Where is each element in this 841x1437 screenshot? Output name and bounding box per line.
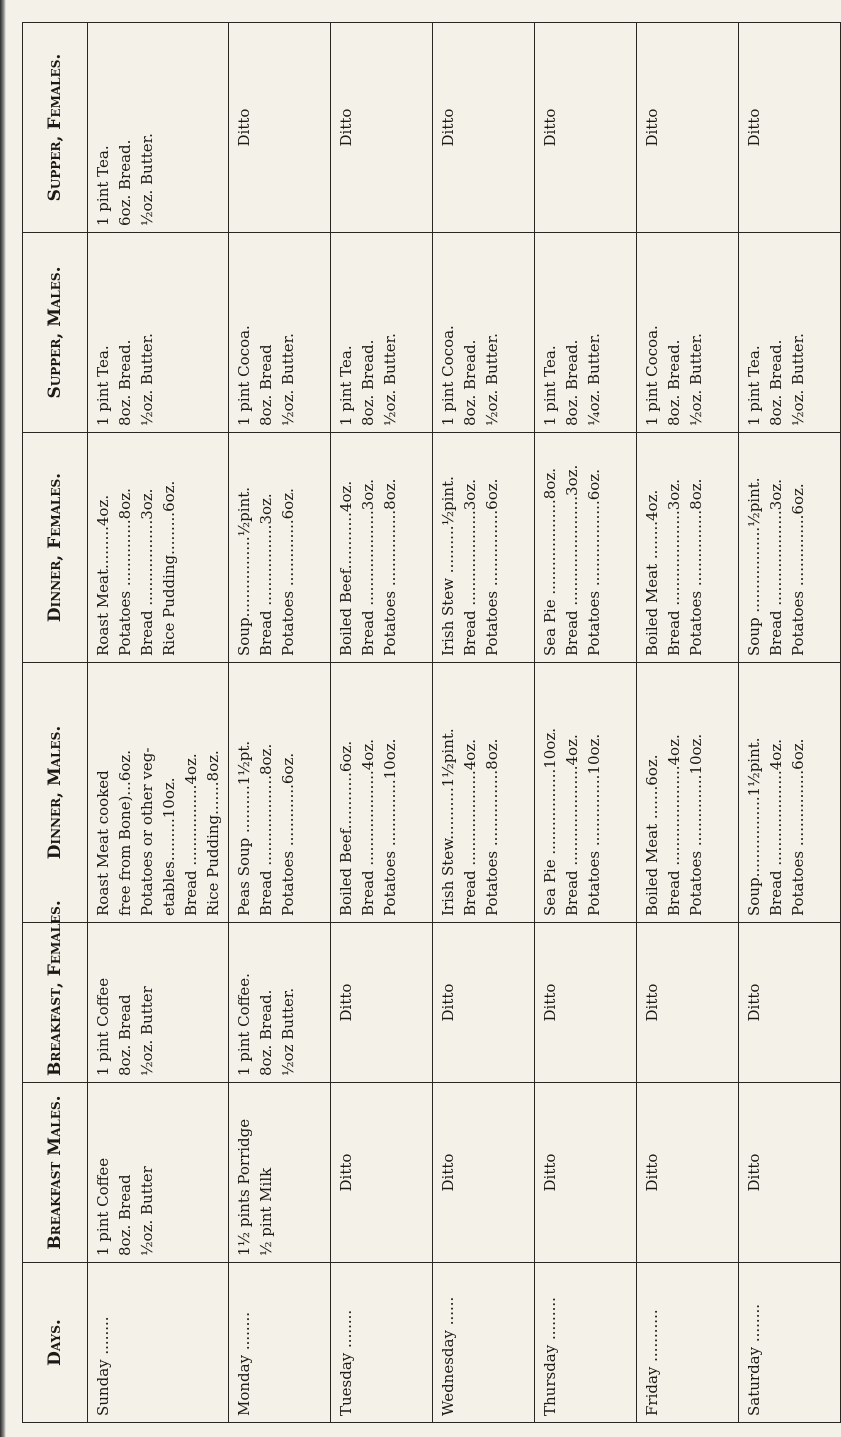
- dinner-females-line: Bread ....................3oz.: [767, 479, 785, 656]
- breakfast-males-cell: [433, 1083, 535, 1263]
- diet-table: [22, 22, 841, 1423]
- dinner-males-cell: [433, 663, 535, 923]
- day-cell: Tuesday ........: [331, 1263, 433, 1423]
- supper-males-line: 1 pint Cocoa.: [643, 325, 661, 426]
- dinner-males-line: Soup.................1½pint.: [745, 737, 763, 916]
- dinner-females-line: Bread ..................3oz.: [138, 488, 156, 656]
- breakfast-females-cell: [535, 923, 637, 1083]
- day-cell: Monday ........: [229, 1263, 331, 1423]
- dinner-females-line: Irish Stew ..........½pint.: [439, 476, 457, 656]
- supper-females-line: Ditto: [643, 108, 661, 147]
- day-cell: Friday ...........: [637, 1263, 739, 1423]
- dinner-males-line: Rice Pudding.......8oz.: [204, 750, 222, 916]
- header-breakfast-females: Breakfast, Females.: [23, 923, 88, 1083]
- supper-females-cell: [433, 23, 535, 233]
- supper-males-cell: [433, 233, 535, 433]
- breakfast-females-line: 8oz. Bread.: [257, 989, 275, 1076]
- breakfast-females-line: Ditto: [643, 983, 661, 1022]
- breakfast-females-cell: [88, 923, 229, 1083]
- dinner-females-line: Potatoes ................8oz.: [687, 478, 705, 656]
- table-row: [433, 23, 535, 1423]
- dinner-females-line: Boiled Meat ........4oz.: [643, 489, 661, 656]
- dinner-males-line: free from Bone)...6oz.: [116, 750, 134, 916]
- dinner-males-line: Potatoes ..............10oz.: [381, 738, 399, 916]
- table-row: [229, 23, 331, 1423]
- breakfast-females-line: Ditto: [541, 983, 559, 1022]
- dinner-males-line: Bread ....................4oz.: [767, 739, 785, 916]
- supper-males-line: 8oz. Bread.: [563, 339, 581, 426]
- breakfast-males-cell: [637, 1083, 739, 1263]
- breakfast-males-cell: [331, 1083, 433, 1263]
- dinner-males-line: Boiled Meat .......6oz.: [643, 754, 661, 916]
- dinner-females-line: Soup.................½pint.: [235, 486, 253, 656]
- breakfast-males-line: 1½ pints Porridge: [235, 1118, 253, 1256]
- dinner-males-line: Potatoes ................6oz.: [789, 738, 807, 916]
- dinner-males-line: Potatoes .............6oz.: [279, 752, 297, 916]
- header-dinner-females: Dinner, Females.: [23, 433, 88, 663]
- supper-males-line: ½oz. Butter.: [483, 333, 501, 426]
- dinner-females-cell: [88, 433, 229, 663]
- supper-males-cell: [88, 233, 229, 433]
- supper-males-line: 1 pint Cocoa.: [235, 325, 253, 426]
- breakfast-males-line: Ditto: [643, 1153, 661, 1192]
- supper-males-line: 1 pint Tea.: [337, 345, 355, 426]
- header-supper-males: Supper, Males.: [23, 233, 88, 433]
- supper-males-line: ½oz. Butter.: [138, 333, 156, 426]
- dinner-males-line: etables.........10oz.: [160, 777, 178, 916]
- breakfast-females-line: 8oz. Bread: [116, 994, 134, 1076]
- dinner-females-line: Rice Pudding.........6oz.: [160, 480, 178, 656]
- supper-males-line: 1 pint Tea.: [541, 345, 559, 426]
- dinner-females-line: Potatoes ...............6oz.: [789, 483, 807, 656]
- diet-table-body: [88, 23, 841, 1423]
- breakfast-males-line: Ditto: [337, 1153, 355, 1192]
- header-breakfast-males: Breakfast Males.: [23, 1083, 88, 1263]
- breakfast-females-line: 1 pint Coffee.: [235, 973, 253, 1076]
- dinner-males-cell: [229, 663, 331, 923]
- dinner-females-line: Bread .......................3oz.: [563, 464, 581, 656]
- supper-males-line: ¼oz. Butter.: [585, 333, 603, 426]
- dinner-females-line: Bread ....................3oz.: [461, 479, 479, 656]
- breakfast-females-line: Ditto: [439, 983, 457, 1022]
- supper-males-line: 8oz. Bread.: [359, 339, 377, 426]
- supper-females-cell: [535, 23, 637, 233]
- breakfast-males-line: ½oz. Butter: [138, 1166, 156, 1256]
- dinner-females-line: Potatoes ..................6oz.: [585, 469, 603, 656]
- supper-males-cell: [739, 233, 841, 433]
- dinner-females-line: Potatoes ..............8oz.: [116, 488, 134, 656]
- breakfast-females-cell: [433, 923, 535, 1083]
- supper-males-line: 1 pint Cocoa.: [439, 325, 457, 426]
- table-row: [637, 23, 739, 1423]
- dinner-females-line: Sea Pie ....................8oz.: [541, 467, 559, 656]
- dinner-males-line: Bread ...................8oz.: [257, 743, 275, 916]
- supper-females-line: Ditto: [337, 108, 355, 147]
- supper-males-line: 1 pint Tea.: [745, 345, 763, 426]
- supper-males-line: ½oz. Butter.: [789, 333, 807, 426]
- dinner-males-line: Sea Pie ..................10oz.: [541, 727, 559, 916]
- supper-males-line: ½oz. Butter.: [381, 333, 399, 426]
- supper-males-line: 8oz. Bread.: [116, 339, 134, 426]
- supper-females-cell: [739, 23, 841, 233]
- dinner-females-line: Potatoes ................6oz.: [483, 478, 501, 656]
- breakfast-males-line: 1 pint Coffee: [94, 1157, 112, 1256]
- dinner-females-line: Potatoes ................8oz.: [381, 478, 399, 656]
- dinner-males-line: Boiled Beef............6oz.: [337, 740, 355, 916]
- dinner-males-cell: [739, 663, 841, 923]
- dinner-males-cell: [331, 663, 433, 923]
- supper-females-line: Ditto: [235, 108, 253, 147]
- dinner-males-line: Bread .....................4oz.: [563, 734, 581, 916]
- supper-females-line: Ditto: [745, 108, 763, 147]
- supper-females-cell: [229, 23, 331, 233]
- dinner-females-cell: [535, 433, 637, 663]
- dinner-males-line: Potatoes ...............10oz.: [687, 733, 705, 916]
- breakfast-males-cell: [229, 1083, 331, 1263]
- dinner-males-line: Irish Stew...........1½pint.: [439, 728, 457, 916]
- header-row: [23, 23, 88, 1423]
- dinner-males-cell: [88, 663, 229, 923]
- breakfast-males-cell: [88, 1083, 229, 1263]
- dinner-males-line: Potatoes ...............10oz.: [585, 733, 603, 916]
- breakfast-males-line: Ditto: [745, 1153, 763, 1192]
- table-row: [331, 23, 433, 1423]
- breakfast-males-cell: [535, 1083, 637, 1263]
- supper-females-line: Ditto: [439, 108, 457, 147]
- dinner-females-line: Boiled Beef............4oz.: [337, 480, 355, 656]
- breakfast-females-line: ½oz. Butter: [138, 986, 156, 1076]
- breakfast-males-cell: [739, 1083, 841, 1263]
- breakfast-females-line: ½oz Butter.: [279, 987, 297, 1076]
- dinner-females-cell: [229, 433, 331, 663]
- header-dinner-males: Dinner, Males.: [23, 663, 88, 923]
- dinner-females-cell: [739, 433, 841, 663]
- dinner-males-line: Bread .................4oz.: [182, 753, 200, 916]
- dinner-males-line: Roast Meat cooked: [94, 770, 112, 916]
- breakfast-females-line: Ditto: [745, 983, 763, 1022]
- dinner-males-line: Peas Soup ..........1½pt.: [235, 740, 253, 916]
- dinner-females-line: Soup ..................½pint.: [745, 477, 763, 656]
- supper-females-line: ½oz. Butter.: [138, 133, 156, 226]
- dinner-females-cell: [433, 433, 535, 663]
- supper-females-line: Ditto: [541, 108, 559, 147]
- dinner-males-cell: [535, 663, 637, 923]
- supper-females-cell: [331, 23, 433, 233]
- dinner-females-cell: [331, 433, 433, 663]
- dinner-males-cell: [637, 663, 739, 923]
- supper-females-line: 1 pint Tea.: [94, 145, 112, 226]
- supper-females-cell: [637, 23, 739, 233]
- dinner-males-line: Bread ....................4oz.: [461, 739, 479, 916]
- supper-males-line: 8oz. Bread: [257, 344, 275, 426]
- breakfast-females-line: Ditto: [337, 983, 355, 1022]
- table-row: [739, 23, 841, 1423]
- header-days: Days.: [23, 1263, 88, 1423]
- supper-females-cell: [88, 23, 229, 233]
- dinner-males-line: Bread .....................4oz.: [665, 734, 683, 916]
- breakfast-females-cell: [637, 923, 739, 1083]
- table-row: [88, 23, 229, 1423]
- dinner-females-line: Roast Meat.........4oz.: [94, 494, 112, 656]
- day-cell: Wednesday ......: [433, 1263, 535, 1423]
- supper-males-cell: [637, 233, 739, 433]
- supper-males-line: 1 pint Tea.: [94, 345, 112, 426]
- breakfast-males-line: 8oz. Bread: [116, 1174, 134, 1256]
- dinner-males-line: Potatoes ................8oz.: [483, 738, 501, 916]
- breakfast-females-cell: [229, 923, 331, 1083]
- dinner-females-line: Bread .................3oz.: [257, 493, 275, 656]
- supper-males-line: 8oz. Bread.: [665, 339, 683, 426]
- dinner-females-line: Potatoes ..............6oz.: [279, 488, 297, 656]
- table-row: [535, 23, 637, 1423]
- supper-males-cell: [229, 233, 331, 433]
- header-supper-females: Supper, Females.: [23, 23, 88, 233]
- dinner-females-line: Bread ....................3oz.: [665, 479, 683, 656]
- supper-males-line: 8oz. Bread.: [461, 339, 479, 426]
- dinner-males-line: Potatoes or other veg-: [138, 747, 156, 916]
- dinner-females-cell: [637, 433, 739, 663]
- supper-males-line: 8oz. Bread.: [767, 339, 785, 426]
- supper-males-cell: [535, 233, 637, 433]
- breakfast-females-cell: [331, 923, 433, 1083]
- supper-males-line: ½oz. Butter.: [279, 333, 297, 426]
- supper-males-cell: [331, 233, 433, 433]
- day-cell: Saturday ........: [739, 1263, 841, 1423]
- day-cell: Sunday ........: [88, 1263, 229, 1423]
- dinner-females-line: Bread ....................3oz.: [359, 479, 377, 656]
- breakfast-females-cell: [739, 923, 841, 1083]
- breakfast-males-line: ½ pint Milk: [257, 1167, 275, 1256]
- supper-females-line: 6oz. Bread.: [116, 139, 134, 226]
- dinner-males-line: Bread ....................4oz.: [359, 739, 377, 916]
- supper-males-line: ½oz. Butter.: [687, 333, 705, 426]
- breakfast-males-line: Ditto: [541, 1153, 559, 1192]
- breakfast-females-line: 1 pint Coffee: [94, 977, 112, 1076]
- breakfast-males-line: Ditto: [439, 1153, 457, 1192]
- day-cell: Thursday .........: [535, 1263, 637, 1423]
